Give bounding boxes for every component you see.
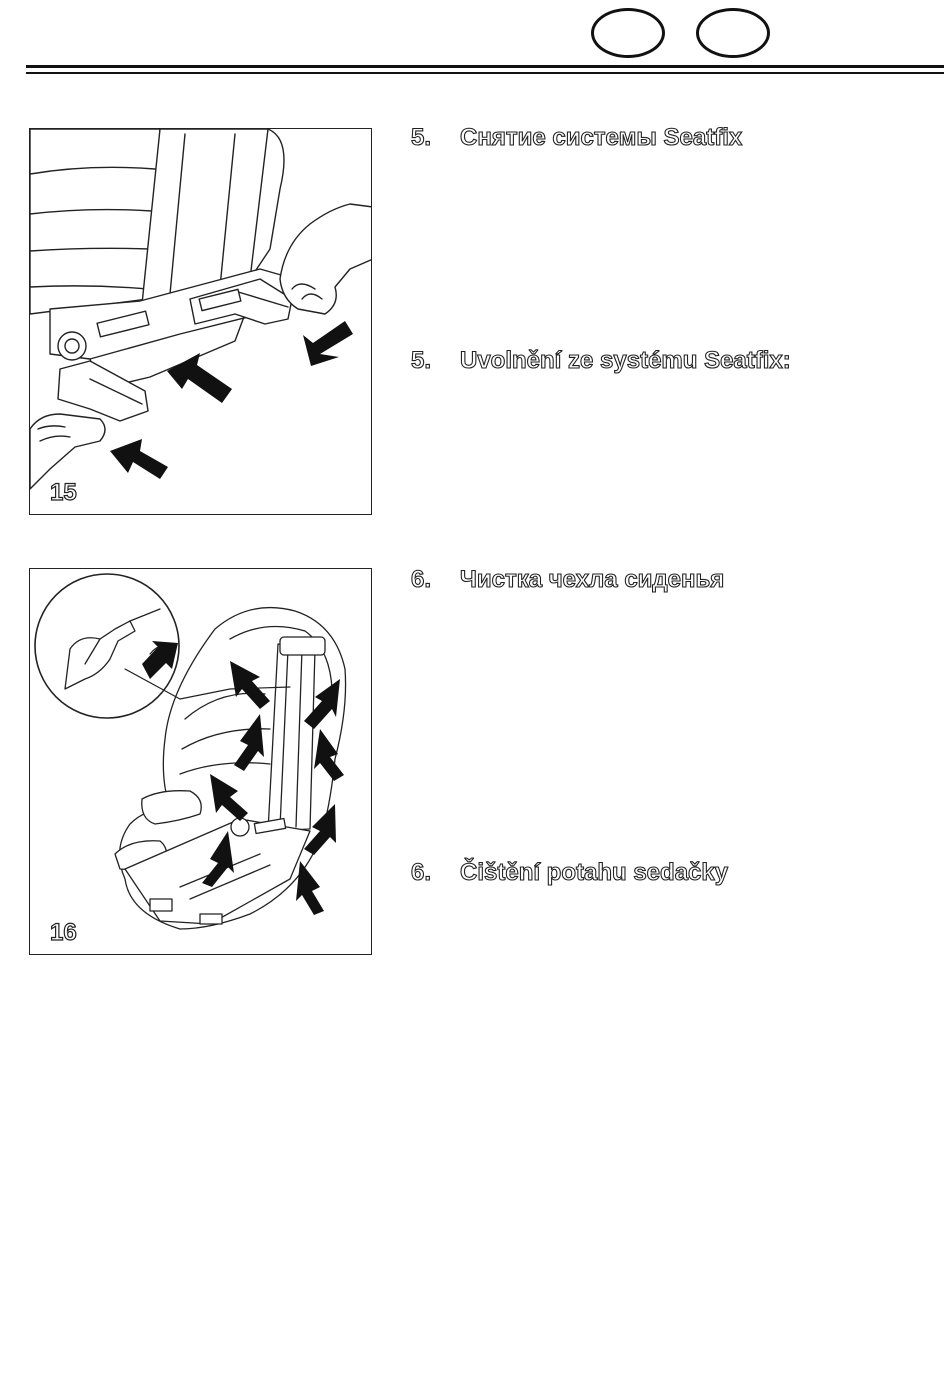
figure-number-15: 15 [50, 479, 77, 506]
section-heading-ru-cleaning [411, 566, 724, 594]
header-rule-thin [26, 72, 944, 74]
section-title: Uvolnění ze systému Seatfix: [460, 347, 791, 374]
section-number: 5. [411, 124, 432, 151]
section-title: Чистка чехла сиденья [460, 566, 725, 593]
seatfix-release-illustration [30, 129, 372, 515]
figure-number-16: 16 [50, 919, 77, 946]
section-heading-ru-seatfix [411, 124, 742, 152]
figure-15 [29, 128, 372, 515]
language-badge-2 [696, 8, 770, 58]
section-heading-cs-cleaning [411, 859, 728, 887]
section-heading-cs-seatfix [411, 347, 791, 375]
seat-cover-cleaning-illustration [30, 569, 372, 955]
section-number: 6. [411, 566, 432, 593]
section-title: Снятие системы Seatfix [460, 124, 743, 151]
section-number: 5. [411, 347, 432, 374]
section-number: 6. [411, 859, 432, 886]
header-rule-thick [26, 65, 944, 68]
language-badge-1 [591, 8, 665, 58]
figure-16 [29, 568, 372, 955]
section-title: Čištění potahu sedačky [460, 859, 729, 886]
